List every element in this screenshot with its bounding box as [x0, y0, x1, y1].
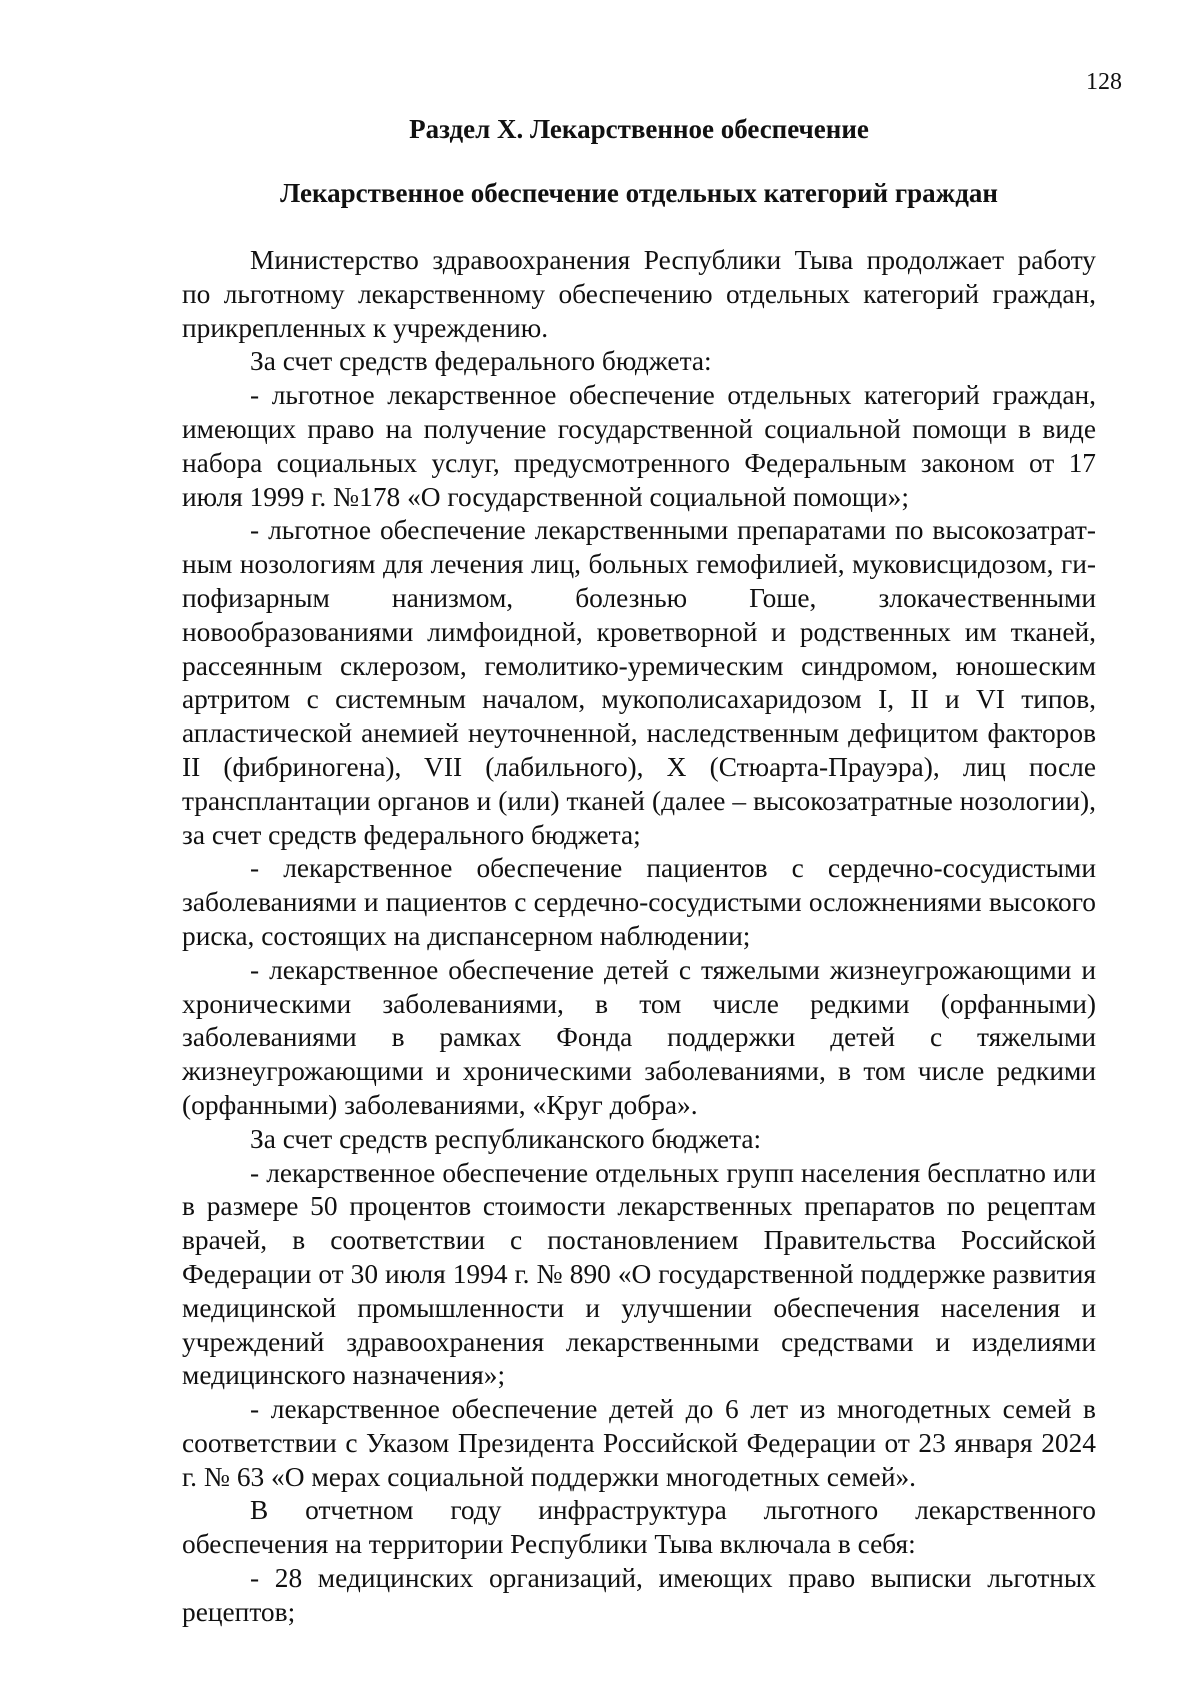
section-title: Раздел X. Лекарственное обеспечение	[409, 114, 869, 144]
list-item-federal-cardiovascular: - лекарственное обеспечение пациентов с сердечно-сосудистыми заболеваниями и пациентов с сердечно-сосудистыми осложнениями высокого риска, состоящих на диспансерном наблюдении;	[182, 853, 1096, 951]
list-item-federal-high-cost-nosologies: - льготное обеспечение лекарственными препаратами по высокозатратным нозологиям для лечения лиц, больных гемофилией, муковисцидозом, гипофизарным нанизмом, болезнью Гоше, злокачественными новообразованиями лимфоидной, кроветворной и родственных им тканей, рассеянным склерозом, гемолитико-уремическим синдромом, юношеским артритом с системным началом, мукополисахаридозом I, II и VI типов, апластической анемией неуточненной, наследственным дефицитом факторов II (фибриногена), VII (лабильного), X (Стюарта-Прауэра), лиц после трансплантации органов и (или) тканей (далее – высокозатратные нозологии), за счет средств федерального бюджета;	[182, 515, 1096, 850]
list-item-medical-organizations: - 28 медицинских организаций, имеющих право выписки льготных рецептов;	[182, 1563, 1096, 1627]
paragraph-intro: Министерство здравоохранения Республики Тыва продолжает работу по льготному лекарственному обеспечению отдельных категорий граждан, прикрепленных к учреждению.	[182, 245, 1096, 343]
page-content	[182, 112, 1096, 1630]
list-item-federal-krug-dobra: - лекарственное обеспечение детей с тяжелыми жизнеугрожающими и хроническими заболеваниями, в том числе редкими (орфанными) заболеваниями в рамках Фонда поддержки детей с тяжелыми жизнеугрожающими и хроническими заболеваниями, в том числе редкими (орфанными) заболеваниями, «Круг добра».	[182, 954, 1096, 1120]
subsection-title: Лекарственное обеспечение отдельных категорий граждан	[280, 178, 998, 208]
document-body	[182, 244, 1096, 1630]
list-item-federal-social-help: - льготное лекарственное обеспечение отдельных категорий граждан, имеющих право на получение государственной социальной помощи в виде набора социальных услуг, предусмотренного Федеральным законом от 17 июля 1999 г. №178 «О государственной социальной помощи»;	[182, 380, 1096, 512]
paragraph-federal-heading: За счет средств федерального бюджета:	[250, 346, 712, 377]
list-item-republic-decree-890: - лекарственное обеспечение отдельных групп населения бесплатно или в размере 50 процентов стоимости лекарственных препаратов по рецептам врачей, в соответствии с постановлением Правительства Российской Федерации от 30 июля 1994 г. № 890 «О государственной поддержке развития медицинской промышленности и улучшении обеспечения населения и учреждений здравоохранения лекарственными средствами и изделиями медицинского назначения»;	[182, 1157, 1096, 1391]
paragraph-republic-heading: За счет средств республиканского бюджета:	[250, 1123, 762, 1154]
page-number: 128	[1086, 69, 1122, 95]
list-item-republic-large-families: - лекарственное обеспечение детей до 6 лет из многодетных семей в соответствии с Указом Президента Российской Федерации от 23 января 2024 г. № 63 «О мерах социальной поддержки многодетных семей».	[182, 1394, 1096, 1492]
paragraph-infrastructure: В отчетном году инфраструктура льготного лекарственного обеспечения на территории Республики Тыва включала в себя:	[182, 1495, 1096, 1560]
